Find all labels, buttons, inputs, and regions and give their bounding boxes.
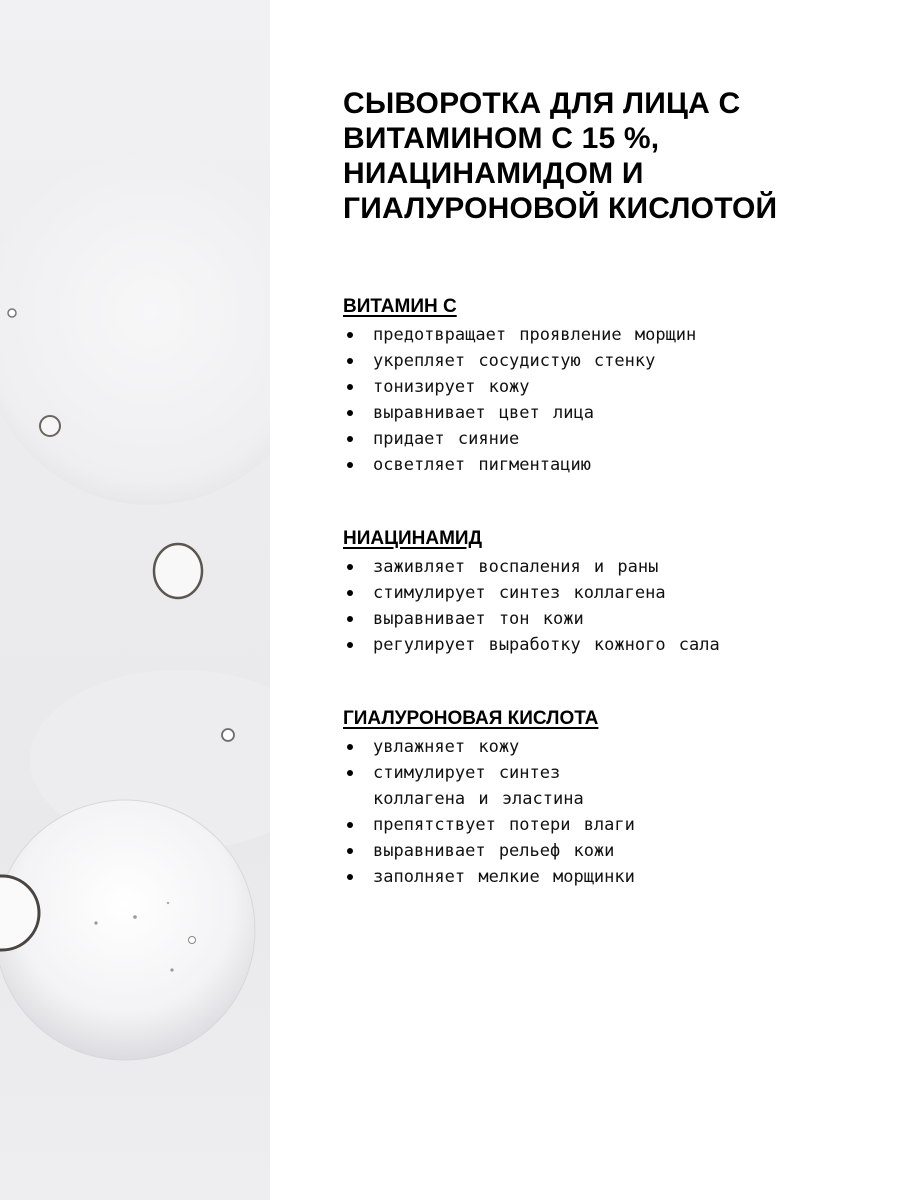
bubble <box>94 921 97 924</box>
list-item: укрепляет сосудистую стенку <box>343 348 863 374</box>
serum-drops-illustration <box>0 0 270 1200</box>
bubble <box>189 937 196 944</box>
list-item: регулирует выработку кожного сала <box>343 632 863 658</box>
list-item: выравнивает рельеф кожи <box>343 838 863 864</box>
section-hyaluronic-acid <box>343 708 863 890</box>
bubble <box>133 915 137 919</box>
serum-texture-photo <box>0 0 270 1200</box>
product-description <box>343 86 863 890</box>
bubble <box>167 902 169 904</box>
serum-blob <box>0 155 270 505</box>
list-item: препятствует потери влаги <box>343 812 863 838</box>
list-item: стимулирует синтез коллагена <box>343 580 863 606</box>
serum-drop-large <box>0 800 255 1060</box>
section-heading: НИАЦИНАМИД <box>343 528 483 549</box>
list-item: тонизирует кожу <box>343 374 863 400</box>
benefit-list <box>343 322 863 478</box>
list-item: предотвращает проявление морщин <box>343 322 863 348</box>
section-heading: ВИТАМИН С <box>343 296 457 317</box>
benefit-list <box>343 734 863 890</box>
section-heading: ГИАЛУРОНОВАЯ КИСЛОТА <box>343 708 599 729</box>
list-item: придает сияние <box>343 426 863 452</box>
bubble <box>8 309 16 317</box>
page-title: СЫВОРОТКА ДЛЯ ЛИЦА С ВИТАМИНОМ С 15 %, НИАЦИНАМИДОМ И ГИАЛУРОНОВОЙ КИСЛОТОЙ <box>343 87 778 225</box>
bubble <box>154 544 202 598</box>
list-item: выравнивает тон кожи <box>343 606 863 632</box>
list-item: осветляет пигментацию <box>343 452 863 478</box>
section-niacinamide <box>343 528 863 658</box>
list-item: увлажняет кожу <box>343 734 863 760</box>
bubble <box>222 729 234 741</box>
list-item: стимулирует синтез коллагена и эластина <box>343 760 633 812</box>
list-item: заживляет воспаления и раны <box>343 554 863 580</box>
benefit-list <box>343 554 863 658</box>
bubble <box>170 968 173 971</box>
section-vitamin-c <box>343 296 863 478</box>
list-item: выравнивает цвет лица <box>343 400 863 426</box>
list-item: заполняет мелкие морщинки <box>343 864 863 890</box>
bubble <box>40 416 60 436</box>
